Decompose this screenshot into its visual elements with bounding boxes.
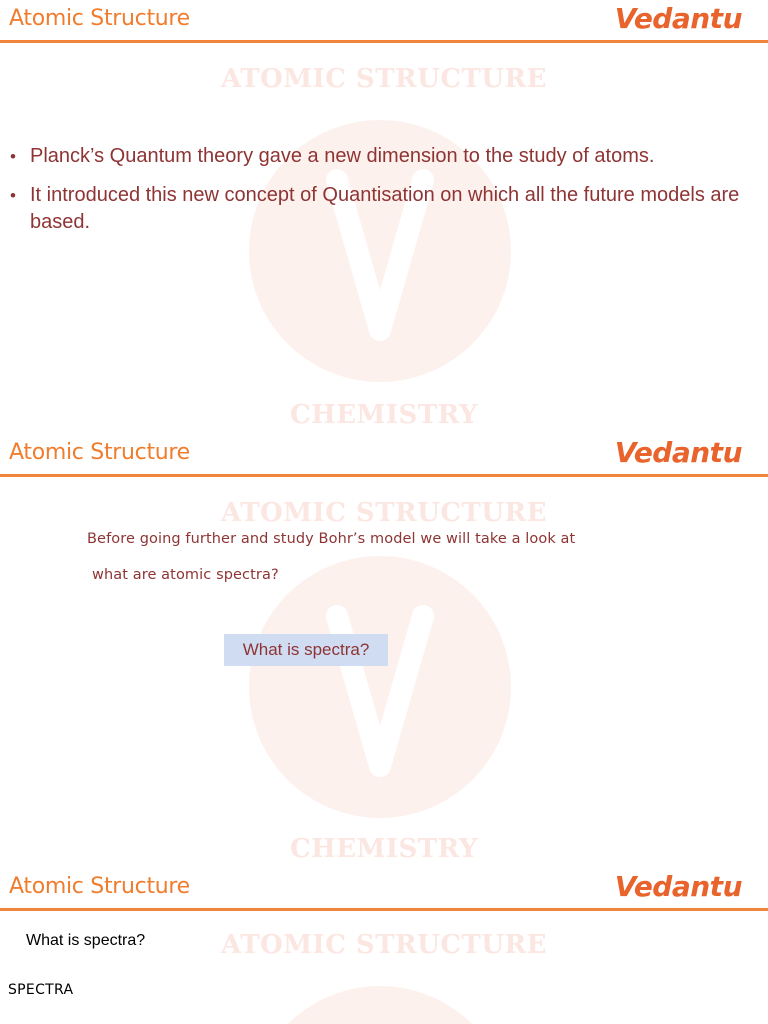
bullet-icon: • [10, 186, 16, 205]
slide-title: Atomic Structure [9, 874, 190, 899]
slide-title: Atomic Structure [9, 440, 190, 465]
logo-text: Vedantu [614, 436, 742, 469]
header-divider [0, 474, 768, 477]
logo-text: Vedantu [614, 870, 742, 903]
slide-2 [0, 434, 768, 868]
bullet-item [10, 143, 750, 170]
vedantu-logo [615, 2, 742, 35]
slide-1 [0, 0, 768, 434]
bullet-text: Planck’s Quantum theory gave a new dimension to the study of atoms. [30, 145, 655, 167]
bullet-icon: • [10, 147, 16, 166]
watermark-logo [249, 986, 511, 1024]
watermark-v-icon [249, 556, 511, 818]
watermark-bottom-text: CHEMISTRY [289, 834, 478, 864]
watermark-logo [249, 556, 511, 818]
slide-title: Atomic Structure [9, 6, 190, 31]
logo-text: Vedantu [614, 2, 742, 35]
intro-line-2: what are atomic spectra? [92, 567, 279, 583]
watermark-top-text: ATOMIC STRUCTURE [221, 64, 547, 94]
header-divider [0, 908, 768, 911]
bullet-text: It introduced this new concept of Quantisation on which all the future models are based. [30, 184, 740, 233]
header-divider [0, 40, 768, 43]
bullet-item [10, 182, 750, 236]
spectra-question: What is spectra? [26, 932, 146, 949]
slide-3 [0, 868, 768, 1024]
spectra-question-box: What is spectra? [224, 634, 388, 666]
watermark-top-text: ATOMIC STRUCTURE [221, 498, 547, 528]
intro-line-1: Before going further and study Bohr’s model we will take a look at [87, 531, 576, 547]
spectra-heading: SPECTRA [8, 982, 74, 998]
vedantu-logo [615, 870, 742, 903]
bullet-list [10, 143, 750, 248]
vedantu-logo [615, 436, 742, 469]
watermark-top-text: ATOMIC STRUCTURE [221, 930, 547, 960]
watermark-bottom-text: CHEMISTRY [289, 400, 478, 430]
